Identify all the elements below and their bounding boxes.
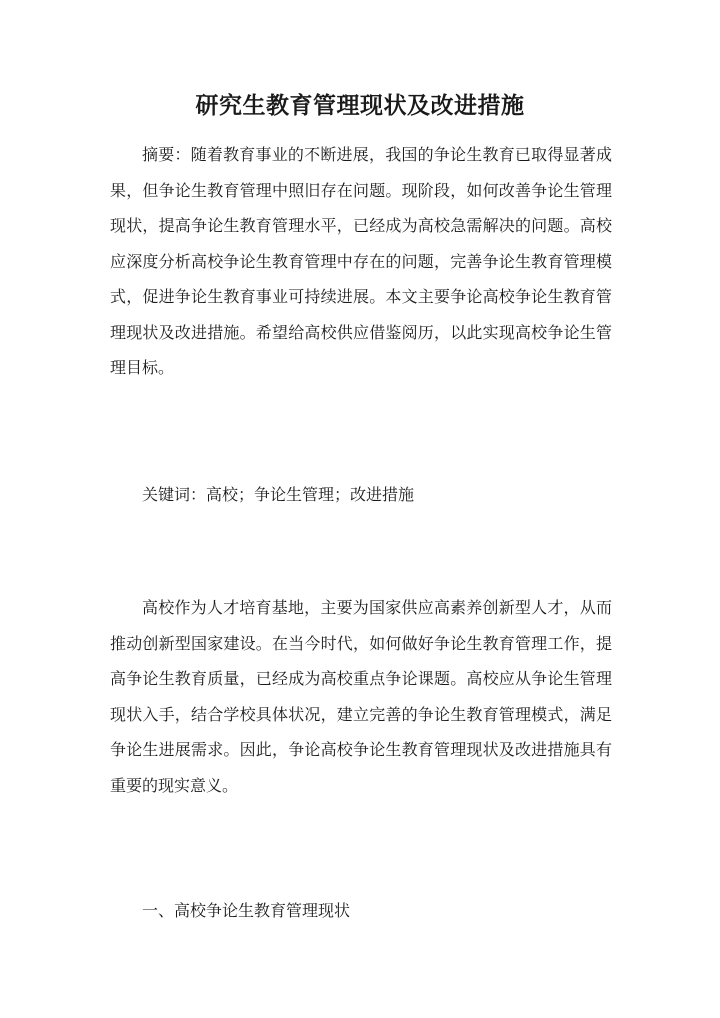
- section-heading: 一、高校争论生教育管理现状: [142, 901, 351, 920]
- keywords-paragraph: [110, 477, 612, 513]
- abstract-paragraph: [110, 137, 612, 386]
- intro-paragraph: 高校作为人才培育基地，主要为国家供应高素养创新型人才，从而推动创新型国家建设。在当今时代，如何做好争论生教育管理工作，提高争论生教育质量，已经成为高校重点争论课题。高校应从争论生管理现状入手，结合学校具体状况，建立完善的争论生教育管理模式，满足争论生进展需求。因此，争论高校争论生教育管理现状及改进措施具有重要的现实意义。: [110, 598, 612, 795]
- keywords-label: 关键词：: [142, 485, 207, 504]
- abstract-text: 随着教育事业的不断进展，我国的争论生教育已取得显著成果，但争论生教育管理中照旧存在问题。现阶段，如何改善争论生管理现状，提高争论生教育管理水平，已经成为高校急需解决的问题。高校应深度分析高校争论生教育管理中存在的问题，完善争论生教育管理模式，促进争论生教育事业可持续进展。本文主要争论高校争论生教育管理现状及改进措施。希望给高校供应借鉴阅历，以此实现高校争论生管理目标。: [110, 145, 612, 377]
- abstract-label: 摘要：: [142, 145, 191, 164]
- keywords-text: 高校；争论生管理；改进措施: [206, 485, 415, 504]
- document-title: 研究生教育管理现状及改进措施: [195, 92, 525, 119]
